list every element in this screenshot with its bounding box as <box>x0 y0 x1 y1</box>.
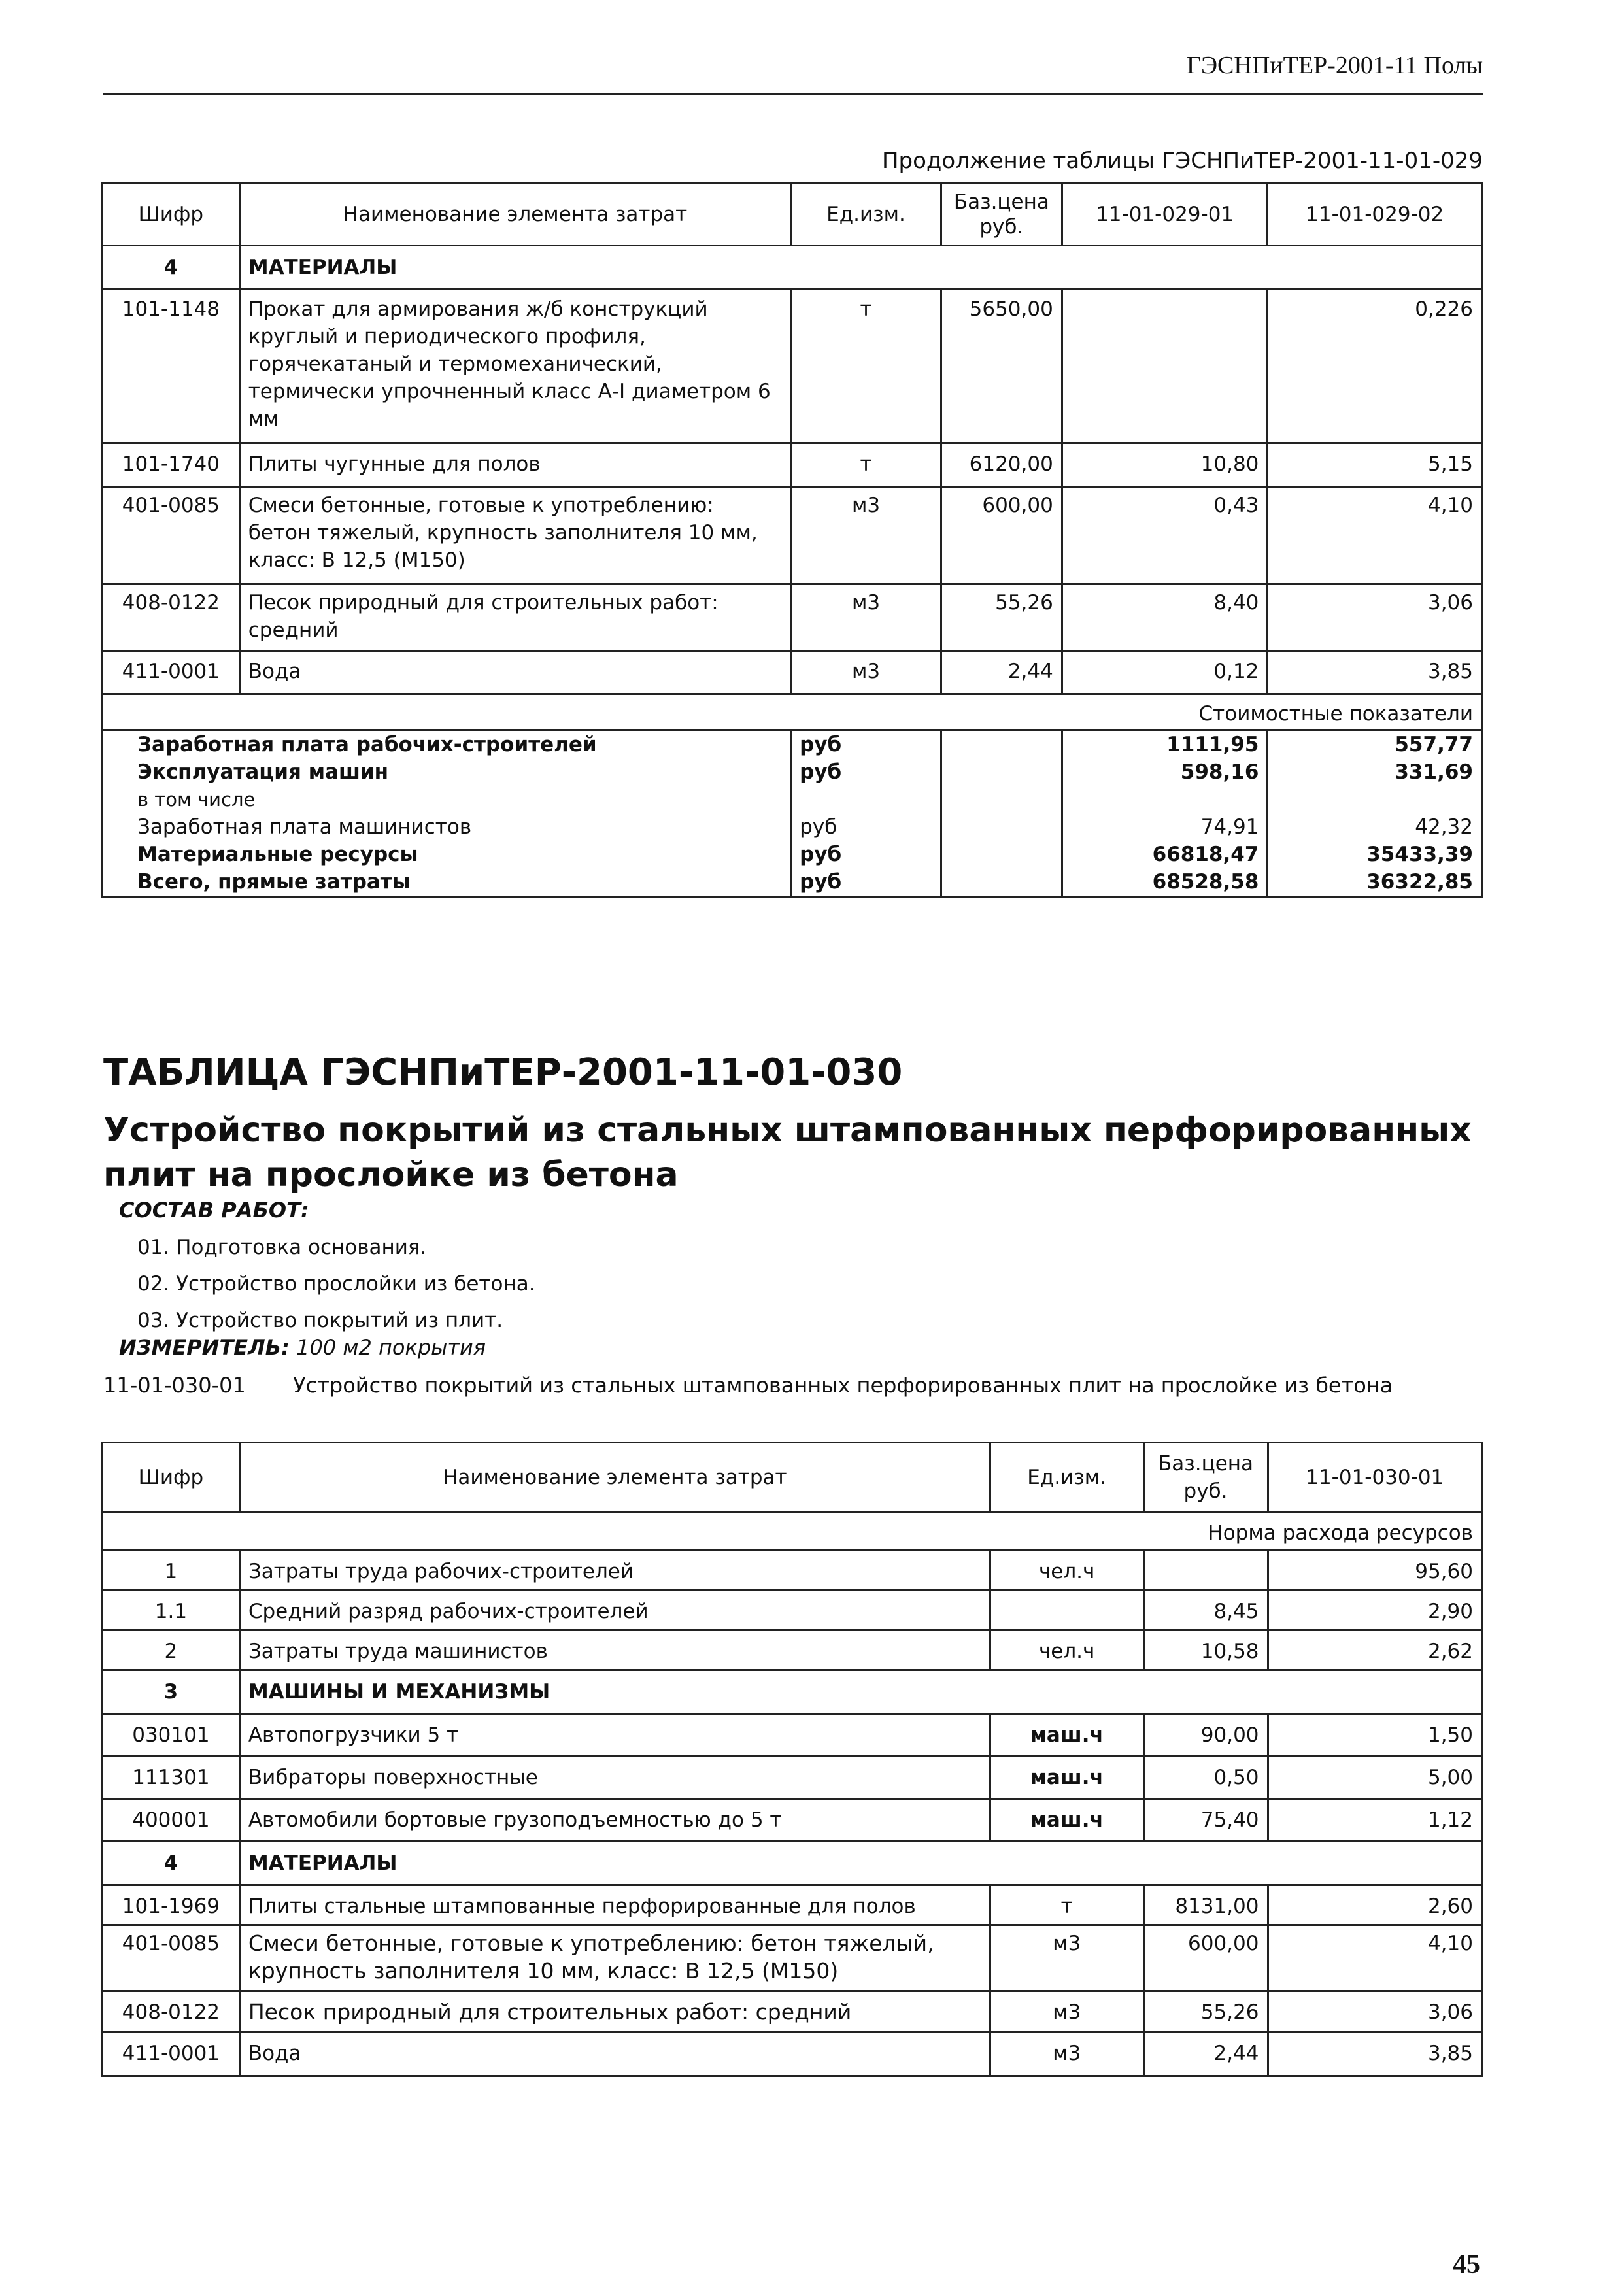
row-v1 <box>1062 290 1268 443</box>
work-item: 02. Устройство прослойки из бетона. <box>137 1272 535 1296</box>
cost-v1 <box>1062 786 1268 813</box>
row-value: 2,90 <box>1268 1591 1481 1630</box>
cost-label: в том числе <box>103 786 791 813</box>
resource-table-030 <box>101 1442 1483 2077</box>
row-v1: 8,40 <box>1062 584 1268 652</box>
table-row <box>103 584 1482 652</box>
row-unit: т <box>791 443 941 487</box>
table-row <box>103 443 1482 487</box>
row-unit: маш.ч <box>990 1799 1143 1842</box>
header-unit: Ед.изм. <box>990 1443 1143 1512</box>
table-row <box>103 290 1482 443</box>
table-row <box>103 1630 1482 1670</box>
cost-label: Материальные ресурсы <box>103 841 791 868</box>
cost-unit: руб <box>791 868 941 897</box>
row-code: 101-1969 <box>103 1885 240 1925</box>
row-v1: 0,43 <box>1062 487 1268 584</box>
norm-caption: Норма расхода ресурсов <box>103 1512 1482 1551</box>
row-price: 600,00 <box>941 487 1062 584</box>
cost-v2: 36322,85 <box>1268 868 1482 897</box>
row-code: 408-0122 <box>103 1991 240 2033</box>
row-unit: м3 <box>990 1991 1143 2033</box>
row-price: 2,44 <box>1143 2033 1268 2076</box>
header-price: Баз.цена руб. <box>941 183 1062 246</box>
row-value: 95,60 <box>1268 1551 1481 1591</box>
cost-row <box>103 758 1482 786</box>
row-code: 111301 <box>103 1757 240 1799</box>
row-unit: м3 <box>791 584 941 652</box>
cost-row <box>103 868 1482 897</box>
table-header-row <box>103 183 1482 246</box>
cost-v1: 74,91 <box>1062 813 1268 841</box>
row-name: Вода <box>239 2033 990 2076</box>
table-header-row <box>103 1443 1482 1512</box>
header-col2: 11-01-029-02 <box>1268 183 1482 246</box>
row-unit: чел.ч <box>990 1630 1143 1670</box>
cost-v1: 68528,58 <box>1062 868 1268 897</box>
row-code: 101-1148 <box>103 290 240 443</box>
row-price: 6120,00 <box>941 443 1062 487</box>
row-unit: маш.ч <box>990 1757 1143 1799</box>
header-col1: 11-01-029-01 <box>1062 183 1268 246</box>
cost-unit: руб <box>791 813 941 841</box>
header-code: Шифр <box>103 183 240 246</box>
cost-v2: 35433,39 <box>1268 841 1482 868</box>
row-unit: т <box>990 1885 1143 1925</box>
row-price: 75,40 <box>1143 1799 1268 1842</box>
row-name: Песок природный для строительных работ: средний <box>239 1991 990 2033</box>
row-value: 2,62 <box>1268 1630 1481 1670</box>
row-value: 3,06 <box>1268 1991 1481 2033</box>
meter-value: 100 м2 покрытия <box>296 1335 486 1360</box>
table-row <box>103 1925 1482 1991</box>
cost-empty <box>941 813 1062 841</box>
meter-label: ИЗМЕРИТЕЛЬ: <box>119 1335 290 1360</box>
row-name: Затраты труда рабочих-строителей <box>239 1551 990 1591</box>
section-label: МАТЕРИАЛЫ <box>239 246 1481 290</box>
table-row <box>103 1799 1482 1842</box>
row-name: Смеси бетонные, готовые к употреблению: бетон тяжелый, крупность заполнителя 10 мм, класс: В 12,5 (М150) <box>239 1925 990 1991</box>
item-code: 11-01-030-01 <box>103 1373 246 1398</box>
row-name: Смеси бетонные, готовые к употреблению: бетон тяжелый, крупность заполнителя 10 мм, класс: В 12,5 (М150) <box>239 487 790 584</box>
row-price: 8,45 <box>1143 1591 1268 1630</box>
row-code: 411-0001 <box>103 2033 240 2076</box>
cost-v2: 42,32 <box>1268 813 1482 841</box>
section-num: 4 <box>103 1842 240 1885</box>
cost-caption-row <box>103 694 1482 730</box>
row-value: 5,00 <box>1268 1757 1481 1799</box>
header-rule <box>103 93 1483 95</box>
work-item: 01. Подготовка основания. <box>137 1236 427 1259</box>
row-value: 2,60 <box>1268 1885 1481 1925</box>
row-price: 90,00 <box>1143 1714 1268 1757</box>
cost-row <box>103 813 1482 841</box>
row-v1: 10,80 <box>1062 443 1268 487</box>
norm-caption-row <box>103 1512 1482 1551</box>
cost-label: Заработная плата машинистов <box>103 813 791 841</box>
row-code: 101-1740 <box>103 443 240 487</box>
table-row <box>103 1991 1482 2033</box>
header-price: Баз.цена руб. <box>1143 1443 1268 1512</box>
cost-unit: руб <box>791 758 941 786</box>
table-row <box>103 1551 1482 1591</box>
row-v2: 5,15 <box>1268 443 1482 487</box>
cost-empty <box>941 758 1062 786</box>
work-item: 03. Устройство покрытий из плит. <box>137 1309 503 1332</box>
row-code: 030101 <box>103 1714 240 1757</box>
row-v2: 4,10 <box>1268 487 1482 584</box>
cost-empty <box>941 730 1062 759</box>
table-row <box>103 1757 1482 1799</box>
row-price: 2,44 <box>941 652 1062 694</box>
row-v2: 0,226 <box>1268 290 1482 443</box>
table-row <box>103 1591 1482 1630</box>
section-num: 3 <box>103 1670 240 1714</box>
section-num: 4 <box>103 246 240 290</box>
row-price: 0,50 <box>1143 1757 1268 1799</box>
item-line <box>103 1373 1393 1398</box>
row-code: 1 <box>103 1551 240 1591</box>
section-label: МАШИНЫ И МЕХАНИЗМЫ <box>239 1670 1481 1714</box>
section-row <box>103 1842 1482 1885</box>
cost-empty <box>941 786 1062 813</box>
row-unit: м3 <box>791 652 941 694</box>
table-subtitle: Устройство покрытий из стальных штампованных перфорированных плит на прослойке из бетона <box>103 1111 1472 1194</box>
row-unit: м3 <box>791 487 941 584</box>
cost-label: Заработная плата рабочих-строителей <box>103 730 791 759</box>
page-number: 45 <box>1453 2250 1480 2280</box>
cost-empty <box>941 841 1062 868</box>
row-code: 411-0001 <box>103 652 240 694</box>
table-row <box>103 652 1482 694</box>
row-price: 55,26 <box>941 584 1062 652</box>
header-name: Наименование элемента затрат <box>239 1443 990 1512</box>
section-row <box>103 246 1482 290</box>
cost-v1: 1111,95 <box>1062 730 1268 759</box>
cost-caption: Стоимостные показатели <box>103 694 1482 730</box>
table-row <box>103 1885 1482 1925</box>
row-name: Прокат для армирования ж/б конструкций круглый и периодического профиля, горячекатаный и термомеханический, термически упрочненный класс А-I диаметром 6 мм <box>239 290 790 443</box>
cost-v2: 557,77 <box>1268 730 1482 759</box>
row-name: Автомобили бортовые грузоподъемностью до 5 т <box>239 1799 990 1842</box>
row-price: 10,58 <box>1143 1630 1268 1670</box>
table-row <box>103 1714 1482 1757</box>
header-unit: Ед.изм. <box>791 183 941 246</box>
row-unit: т <box>791 290 941 443</box>
row-name: Средний разряд рабочих-строителей <box>239 1591 990 1630</box>
row-name: Вода <box>239 652 790 694</box>
row-value: 1,12 <box>1268 1799 1481 1842</box>
works-list <box>137 1229 535 1339</box>
cost-v2: 331,69 <box>1268 758 1482 786</box>
row-value: 3,85 <box>1268 2033 1481 2076</box>
table-row <box>103 2033 1482 2076</box>
row-v2: 3,85 <box>1268 652 1482 694</box>
row-name: Песок природный для строительных работ: средний <box>239 584 790 652</box>
cost-unit <box>791 786 941 813</box>
row-code: 400001 <box>103 1799 240 1842</box>
cost-label: Всего, прямые затраты <box>103 868 791 897</box>
header-col1: 11-01-030-01 <box>1268 1443 1481 1512</box>
resource-table-029 <box>101 182 1483 898</box>
row-v2: 3,06 <box>1268 584 1482 652</box>
row-value: 4,10 <box>1268 1925 1481 1991</box>
row-price: 600,00 <box>1143 1925 1268 1991</box>
row-name: Затраты труда машинистов <box>239 1630 990 1670</box>
cost-label: Эксплуатация машин <box>103 758 791 786</box>
row-code: 408-0122 <box>103 584 240 652</box>
cost-row <box>103 786 1482 813</box>
section-row <box>103 1670 1482 1714</box>
row-name: Вибраторы поверхностные <box>239 1757 990 1799</box>
row-code: 2 <box>103 1630 240 1670</box>
row-name: Плиты стальные штампованные перфорированные для полов <box>239 1885 990 1925</box>
row-price: 55,26 <box>1143 1991 1268 2033</box>
row-unit <box>990 1591 1143 1630</box>
row-value: 1,50 <box>1268 1714 1481 1757</box>
row-code: 1.1 <box>103 1591 240 1630</box>
item-desc: Устройство покрытий из стальных штампованных перфорированных плит на прослойке из бетона <box>293 1373 1393 1398</box>
header-code: Шифр <box>103 1443 240 1512</box>
row-unit: маш.ч <box>990 1714 1143 1757</box>
table-title: ТАБЛИЦА ГЭСНПиТЕР-2001-11-01-030 <box>103 1051 903 1094</box>
row-name: Плиты чугунные для полов <box>239 443 790 487</box>
row-name: Автопогрузчики 5 т <box>239 1714 990 1757</box>
row-v1: 0,12 <box>1062 652 1268 694</box>
row-code: 401-0085 <box>103 1925 240 1991</box>
cost-unit: руб <box>791 730 941 759</box>
row-unit: чел.ч <box>990 1551 1143 1591</box>
row-price <box>1143 1551 1268 1591</box>
cost-v1: 598,16 <box>1062 758 1268 786</box>
row-price: 8131,00 <box>1143 1885 1268 1925</box>
row-code: 401-0085 <box>103 487 240 584</box>
cost-v1: 66818,47 <box>1062 841 1268 868</box>
meter <box>119 1335 486 1360</box>
works-label: СОСТАВ РАБОТ: <box>119 1198 309 1223</box>
cost-unit: руб <box>791 841 941 868</box>
continuation-caption: Продолжение таблицы ГЭСНПиТЕР-2001-11-01-029 <box>881 148 1483 174</box>
cost-empty <box>941 868 1062 897</box>
section-label: МАТЕРИАЛЫ <box>239 1842 1481 1885</box>
row-price: 5650,00 <box>941 290 1062 443</box>
header-name: Наименование элемента затрат <box>239 183 790 246</box>
row-unit: м3 <box>990 1925 1143 1991</box>
cost-v2 <box>1268 786 1482 813</box>
cost-row <box>103 730 1482 759</box>
cost-row <box>103 841 1482 868</box>
row-unit: м3 <box>990 2033 1143 2076</box>
table-row <box>103 487 1482 584</box>
running-header: ГЭСНПиТЕР-2001-11 Полы <box>1186 52 1483 79</box>
